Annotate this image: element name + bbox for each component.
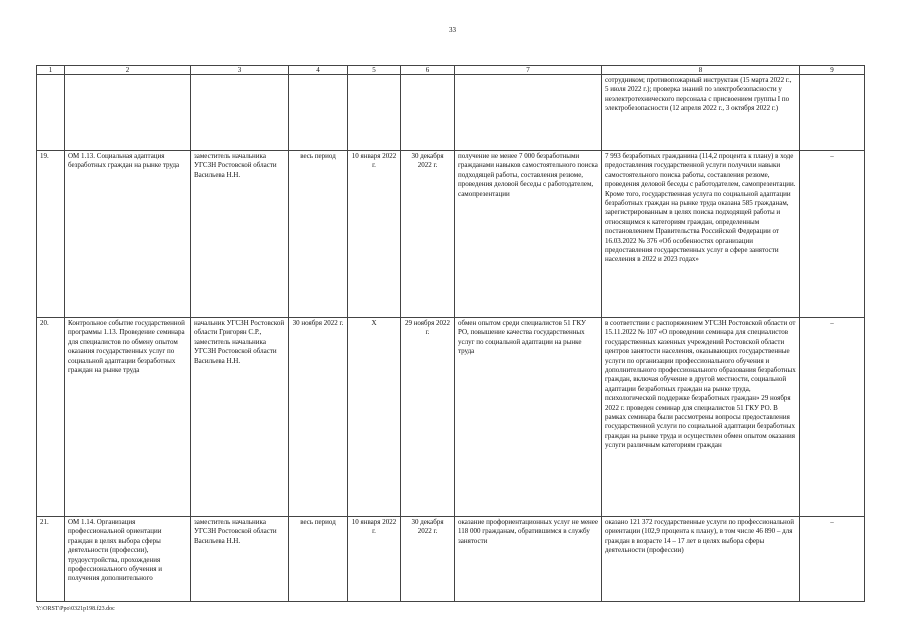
column-number: 8 <box>602 66 800 75</box>
start-date-cell: 10 января 2022 г. <box>348 151 401 318</box>
note-cell <box>800 75 865 151</box>
responsible-cell <box>191 75 289 151</box>
column-number: 3 <box>191 66 289 75</box>
start-date-cell: 10 января 2022 г. <box>348 517 401 602</box>
column-number: 4 <box>289 66 348 75</box>
event-cell: Контрольное событие государственной программы 1.13. Проведение семинара для специалистов по обмену опытом оказания государственных услуг по социальной адаптации безработных граждан на рынке труда <box>65 318 191 517</box>
end-date-cell <box>401 75 455 151</box>
table-row <box>37 517 865 602</box>
end-date-cell: 29 ноября 2022 г. <box>401 318 455 517</box>
note-cell: – <box>800 151 865 318</box>
period-cell <box>289 75 348 151</box>
responsible-cell: заместитель начальника УГСЗН Ростовской области Васильева Н.Н. <box>191 151 289 318</box>
end-date-cell: 30 декабря 2022 г. <box>401 151 455 318</box>
document-path-footer: Y:\ORST\Ppo\0321p198.f23.doc <box>36 606 115 612</box>
row-number: 21. <box>37 517 65 602</box>
report-table <box>36 65 865 602</box>
page-number: 33 <box>449 26 456 34</box>
column-number: 9 <box>800 66 865 75</box>
table-row <box>37 75 865 151</box>
period-cell: весь период <box>289 517 348 602</box>
column-number: 5 <box>348 66 401 75</box>
expected-result-cell <box>455 75 602 151</box>
row-number: 19. <box>37 151 65 318</box>
row-number <box>37 75 65 151</box>
actual-result-cell: оказано 121 372 государственные услуги по профессиональной ориентации (102,9 процента к плану), в том числе 46 890 – для граждан в возрасте 14 – 17 лет в целях выбора сферы деятельности (профессии) <box>602 517 800 602</box>
period-cell: 30 ноября 2022 г. <box>289 318 348 517</box>
note-cell: – <box>800 517 865 602</box>
period-cell: весь период <box>289 151 348 318</box>
start-date-cell: Х <box>348 318 401 517</box>
event-cell <box>65 75 191 151</box>
table-row <box>37 318 865 517</box>
end-date-cell: 30 декабря 2022 г. <box>401 517 455 602</box>
start-date-cell <box>348 75 401 151</box>
actual-result-cell: в соответствии с распоряжением УГСЗН Ростовской области от 15.11.2022 № 107 «О проведении семинара для специалистов государственных казенных учреждений Ростовской области центров занятости населения, оказывающих государственные услуги по организации профессионального обучения и дополнительного профессионального образования безработных граждан, включая обучение в другой местности, социальной адаптации безработных граждан на рынке труда, психологической поддержке безработных граждан» 29 ноября 2022 г. проведен семинар для специалистов 51 ГКУ РО. В рамках семинара были рассмотрены вопросы предоставления государственной услуги по социальной адаптации безработных граждан на рынке труда и осуществлен обмен опытом оказания услуги различным категориям граждан <box>602 318 800 517</box>
column-number: 2 <box>65 66 191 75</box>
expected-result-cell: обмен опытом среди специалистов 51 ГКУ РО, повышение качества государственных услуг по социальной адаптации на рынке труда <box>455 318 602 517</box>
expected-result-cell: оказание профориентационных услуг не менее 118 000 гражданам, обратившимся в службу занятости <box>455 517 602 602</box>
expected-result-cell: получение не менее 7 000 безработными гражданами навыков самостоятельного поиска подходящей работы, составления резюме, проведения деловой беседы с работодателем, самопрезентации <box>455 151 602 318</box>
row-number: 20. <box>37 318 65 517</box>
responsible-cell: заместитель начальника УГСЗН Ростовской области Васильева Н.Н. <box>191 517 289 602</box>
event-cell: ОМ 1.13. Социальная адаптация безработных граждан на рынке труда <box>65 151 191 318</box>
table-row <box>37 151 865 318</box>
column-number-row <box>37 66 865 75</box>
actual-result-cell: 7 993 безработных гражданина (114,2 процента к плану) в ходе предоставления государственной услуги получили навыки самостоятельного поиска работы, составления резюме, проведения деловой беседы с работодателем, самопрезентации. Кроме того, государственная услуга по социальной адаптации безработных граждан на рынке труда оказана 585 гражданам, зарегистрированным в целях поиска подходящей работы и относящимся к категориям граждан, определенным постановлением Правительства Российской Федерации от 16.03.2022 № 376 «Об особенностях организации предоставления государственных услуг в сфере занятости населения в 2022 и 2023 годах» <box>602 151 800 318</box>
column-number: 1 <box>37 66 65 75</box>
note-cell: – <box>800 318 865 517</box>
responsible-cell: начальник УГСЗН Ростовской области Григорян С.Р., заместитель начальника УГСЗН Ростовской области Васильева Н.Н. <box>191 318 289 517</box>
actual-result-cell: сотрудником; противопожарный инструктаж (15 марта 2022 г., 5 июля 2022 г.); проверка знаний по электробезопасности у неэлектротехнического персонала с присвоением группы I по электробезопасности (12 апреля 2022 г., 3 октября 2022 г.) <box>602 75 800 151</box>
column-number: 6 <box>401 66 455 75</box>
column-number: 7 <box>455 66 602 75</box>
event-cell: ОМ 1.14. Организация профессиональной ориентации граждан в целях выбора сферы деятельности (профессии), трудоустройства, прохождения профессионального обучения и получения дополнительного <box>65 517 191 602</box>
